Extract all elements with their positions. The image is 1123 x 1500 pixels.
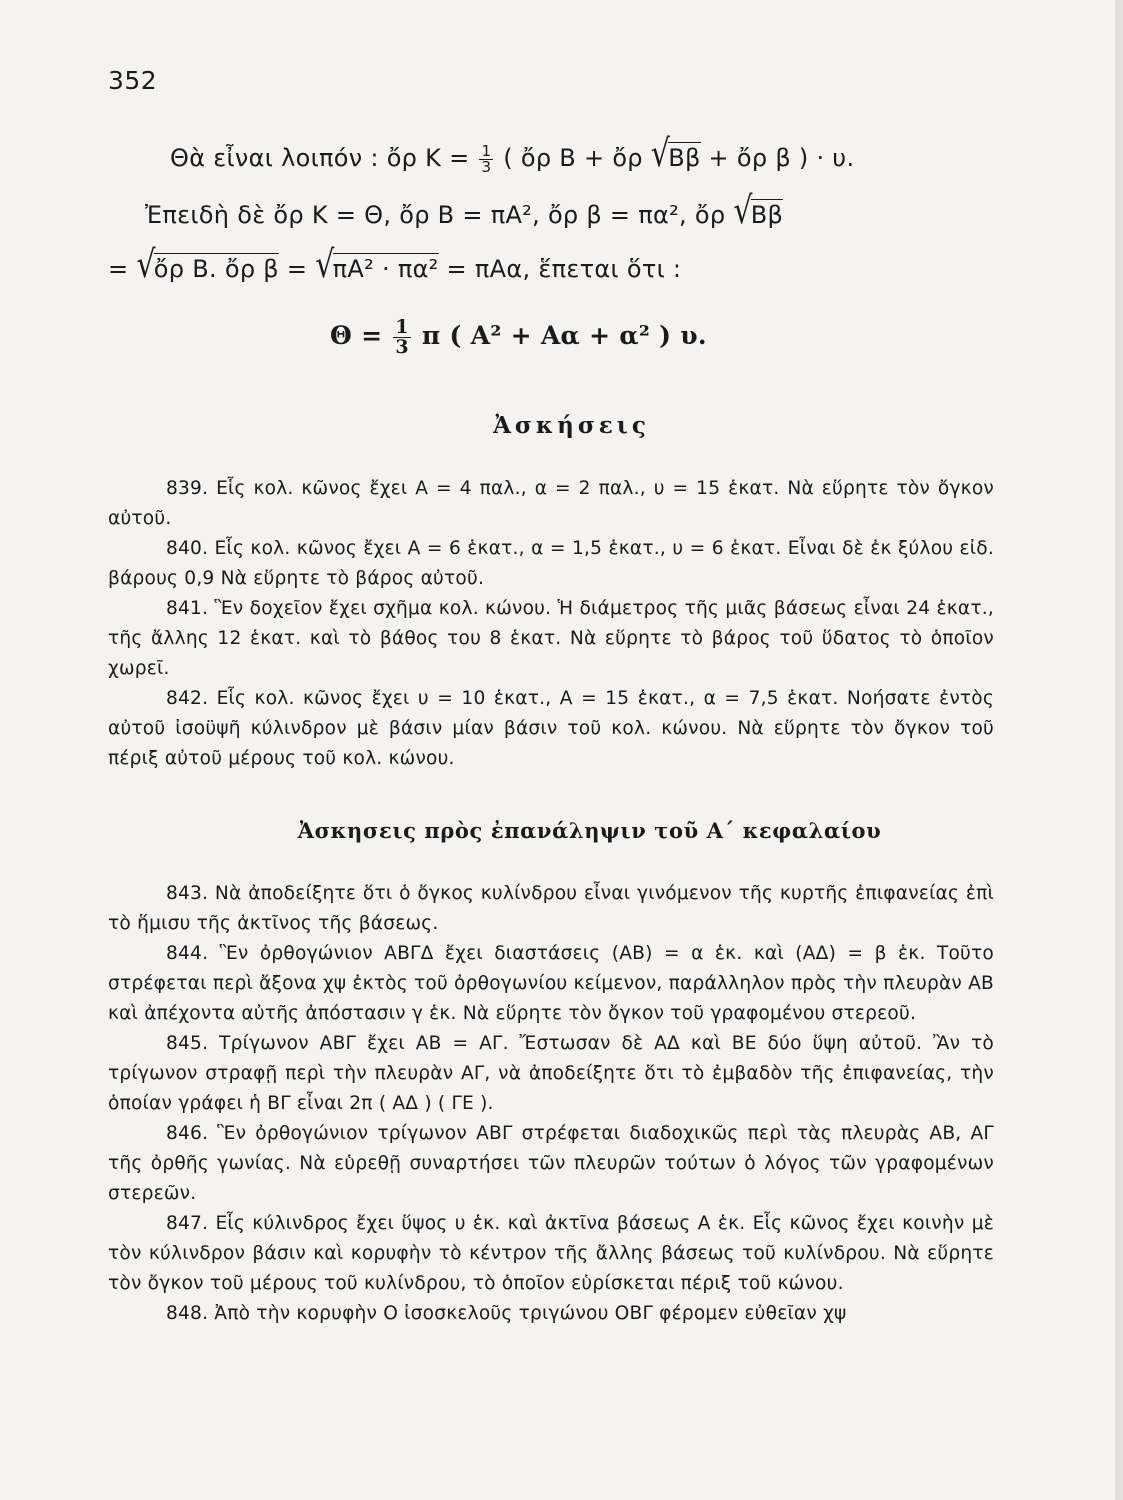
formula-text: Ἐπειδὴ δὲ ὄρ Κ = Θ, ὄρ Β = πΑ², ὄρ β = πα², ὄρ	[145, 201, 726, 229]
exercise-846: 846. Ἓν ὀρθογώνιον τρίγωνον ΑΒΓ στρέφεται διαδοχικῶς περὶ τὰς πλευρὰς ΑΒ, ΑΓ τῆς ὀρθῆς γωνίας. Νὰ εὑρεθῇ συναρτήσει τῶν πλευρῶν τούτων ὁ λόγος τῶν γραφομένων στερεῶν.	[108, 1123, 994, 1204]
radicand: Ββ	[668, 144, 701, 172]
radical-sign: √	[733, 189, 753, 233]
exercise-847: 847. Εἷς κύλινδρος ἔχει ὕψος υ ἑκ. καὶ ἀκτῖνα βάσεως Α ἑκ. Εἷς κῶνος ἔχει κοινὴν μὲ τὸν κύλινδρον βάσιν καὶ κορυφὴν τὸ κέντρον τῆς ἄλλης βάσεως τοῦ κυλίνδρου. Νὰ εὕρητε τὸν ὄγκον τοῦ μέρους τοῦ κυλίνδρου, τὸ ὁποῖον εὑρίσκεται πέριξ τοῦ κώνου.	[108, 1213, 994, 1294]
exercise-841: 841. Ἓν δοχεῖον ἔχει σχῆμα κολ. κώνου. Ἡ διάμετρος τῆς μιᾶς βάσεως εἶναι 24 ἑκατ., τῆς ἄλλης 12 ἑκατ. καὶ τὸ βάθος του 8 ἑκατ. Νὰ εὕρητε τὸ βάρος τοῦ ὕδατος τὸ ὁποῖον χωρεῖ.	[108, 598, 994, 679]
radical-sign: √	[315, 243, 335, 287]
formula-text: ( ὄρ Β + ὄρ	[503, 144, 643, 172]
page-edge	[1115, 0, 1123, 1500]
exercise-list-2	[108, 879, 994, 1329]
formula-text: =	[108, 255, 129, 283]
formula-line-3	[108, 243, 682, 287]
fraction-denominator: 3	[481, 157, 492, 176]
result-formula	[330, 318, 707, 357]
formula-text: Θ =	[330, 321, 383, 350]
exercise-840: 840. Εἷς κολ. κῶνος ἔχει Α = 6 ἑκατ., α = 1,5 ἑκατ., υ = 6 ἑκατ. Εἶναι δὲ ἐκ ξύλου εἰδ. βάρους 0,9 Νὰ εὕρητε τὸ βάρος αὐτοῦ.	[108, 538, 994, 589]
exercise-839: 839. Εἷς κολ. κῶνος ἔχει Α = 4 παλ., α = 2 παλ., υ = 15 ἑκατ. Νὰ εὕρητε τὸν ὄγκον αὐτοῦ.	[108, 478, 994, 529]
section-title-review-exercises: Ἀσκησεις πρὸς ἐπανάληψιν τοῦ Α΄ κεφαλαίου	[297, 818, 882, 843]
fraction	[479, 141, 493, 176]
formula-text: =	[286, 255, 308, 283]
formula-text: π ( Α² + Αα + α² ) υ.	[421, 321, 707, 350]
fraction-numerator: 1	[481, 141, 492, 160]
section-title-exercises: Ἀσκήσεις	[493, 412, 650, 439]
page-number: 352	[108, 66, 158, 95]
formula-text: + ὄρ β ) · υ.	[708, 144, 855, 172]
exercise-list-1	[108, 474, 994, 774]
formula-text: = πΑα, ἕπεται ὅτι :	[446, 255, 682, 283]
radicand: πΑ² · πα²	[332, 255, 439, 283]
formula-line-2	[145, 189, 784, 233]
radicand: ὄρ Β. ὄρ β	[153, 255, 279, 283]
radical-sign: √	[136, 243, 156, 287]
exercise-845: 845. Τρίγωνον ΑΒΓ ἔχει ΑΒ = ΑΓ. Ἔστωσαν δὲ ΑΔ καὶ ΒΕ δύο ὕψη αὐτοῦ. Ἂν τὸ τρίγωνον στραφῇ περὶ τὴν πλευρὰν ΑΓ, νὰ ἀποδείξητε ὅτι τὸ ἐμβαδὸν τῆς ἐπιφανείας, τὴν ὁποίαν γράφει ἡ ΒΓ εἶναι 2π ( ΑΔ ) ( ΓΕ ).	[108, 1033, 994, 1114]
formula-text: Θὰ εἶναι λοιπόν : ὄρ Κ =	[170, 144, 470, 172]
fraction-numerator: 1	[395, 316, 409, 338]
exercise-842: 842. Εἷς κολ. κῶνος ἔχει υ = 10 ἑκατ., Α = 15 ἑκατ., α = 7,5 ἑκατ. Νοήσατε ἐντὸς αὐτοῦ ἰσοϋψῆ κύλινδρον μὲ βάσιν μίαν βάσιν τοῦ κολ. κώνου. Νὰ εὕρητε τὸν ὄγκον τοῦ πέριξ αὐτοῦ μέρους τοῦ κολ. κώνου.	[108, 688, 994, 769]
exercise-843: 843. Νὰ ἀποδείξητε ὅτι ὁ ὄγκος κυλίνδρου εἶναι γινόμενον τῆς κυρτῆς ἐπιφανείας ἐπὶ τὸ ἥμισυ τῆς ἀκτῖνος τῆς βάσεως.	[108, 883, 994, 934]
fraction	[393, 318, 411, 357]
formula-line-1	[170, 132, 855, 176]
exercise-844: 844. Ἓν ὀρθογώνιον ΑΒΓΔ ἔχει διαστάσεις (ΑΒ) = α ἑκ. καὶ (ΑΔ) = β ἑκ. Τοῦτο στρέφεται περὶ ἄξονα χψ ἐκτὸς τοῦ ὀρθογωνίου κείμενον, παράλληλον πρὸς τὴν πλευρὰν ΑΒ καὶ ἀπέχοντα αὐτῆς ἀπόστασιν γ ἑκ. Νὰ εὕρητε τὸν ὄγκον τοῦ γραφομένου στερεοῦ.	[108, 943, 994, 1024]
fraction-denominator: 3	[395, 336, 409, 358]
exercise-848: 848. Ἀπὸ τὴν κορυφὴν Ο ἰσοσκελοῦς τριγώνου ΟΒΓ φέρομεν εὐθεῖαν χψ	[166, 1303, 847, 1324]
radical-sign: √	[650, 132, 671, 176]
radicand: Ββ	[750, 201, 784, 229]
